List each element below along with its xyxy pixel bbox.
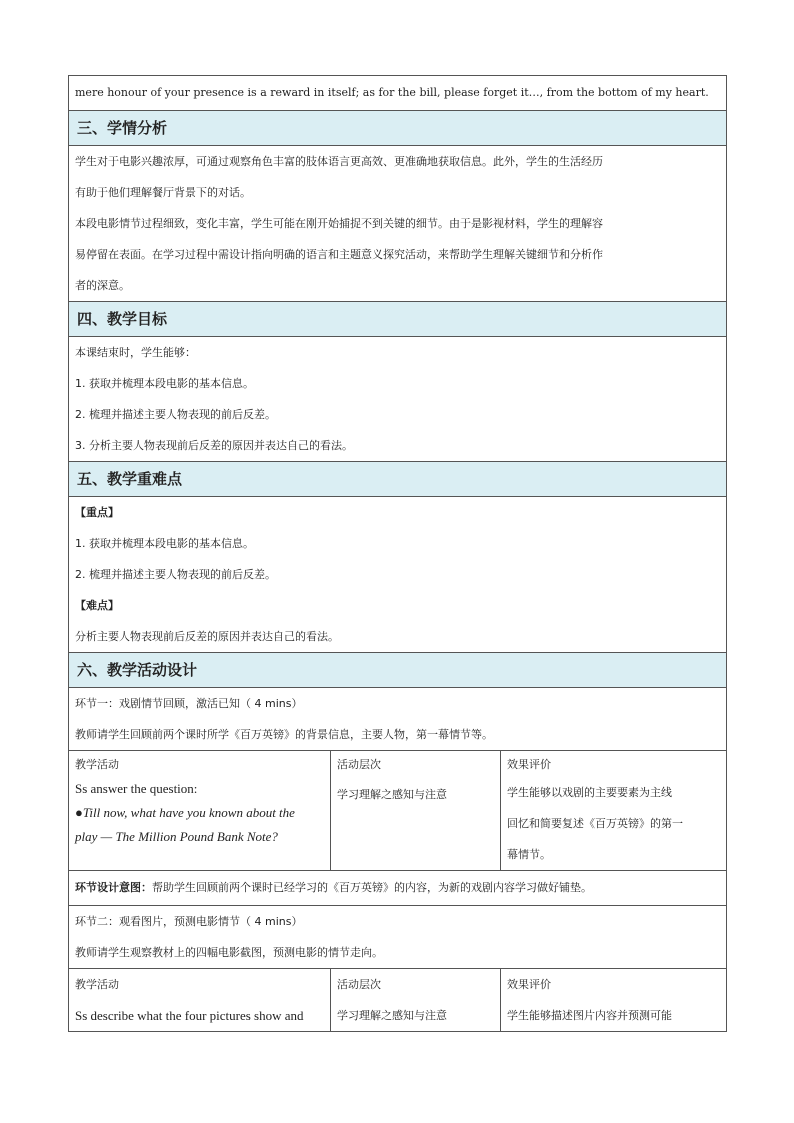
col-header-level: 活动层次: [337, 978, 381, 991]
section3-line: 有助于他们理解餐厅背景下的对话。: [75, 186, 251, 199]
level-value: 学习理解之感知与注意: [337, 788, 447, 801]
intent-text: 帮助学生回顾前两个课时已经学习的《百万英镑》的内容，为新的戏剧内容学习做好铺垫。: [152, 881, 592, 894]
step2-level-cell: [331, 969, 501, 1032]
section6-title: 六、教学活动设计: [69, 653, 727, 688]
section4-line: 2. 梳理并描述主要人物表现的前后反差。: [75, 408, 276, 421]
activity-text: Ss describe what the four pictures show and: [75, 1008, 304, 1023]
step2-eval-cell: [501, 969, 727, 1032]
section4-body: [69, 337, 727, 462]
level-value: 学习理解之感知与注意: [337, 1009, 447, 1022]
section3-line: 学生对于电影兴趣浓厚，可通过观察角色丰富的肢体语言更高效、更准确地获取信息。此外，学生的生活经历: [75, 155, 603, 168]
section4-line: 1. 获取并梳理本段电影的基本信息。: [75, 377, 254, 390]
col-header-activity: 教学活动: [75, 758, 119, 771]
eval-line: 回忆和简要复述《百万英镑》的第一: [507, 817, 683, 830]
section-header-4: [69, 302, 727, 337]
document-page: [68, 75, 726, 1032]
step1-activity-row: [69, 751, 727, 871]
section4-title: 四、教学目标: [69, 302, 727, 337]
activity-text: Ss answer the question:: [75, 781, 198, 796]
activity-question: ●Till now, what have you known about the: [75, 805, 295, 820]
step1-level-cell: [331, 751, 501, 871]
section5-line: 2. 梳理并描述主要人物表现的前后反差。: [75, 568, 276, 581]
section3-line: 易停留在表面。在学习过程中需设计指向明确的语言和主题意义探究活动，来帮助学生理解关键细节和分析作: [75, 248, 603, 261]
step2-heading: 环节二：观看图片，预测电影情节（ 4 mins）: [75, 915, 303, 928]
section3-body: [69, 146, 727, 302]
section3-title: 三、学情分析: [69, 111, 727, 146]
step1-eval-cell: [501, 751, 727, 871]
col-header-activity: 教学活动: [75, 978, 119, 991]
step1-header-row: [69, 688, 727, 751]
section5-line: 1. 获取并梳理本段电影的基本信息。: [75, 537, 254, 550]
section4-line: 3. 分析主要人物表现前后反差的原因并表达自己的看法。: [75, 439, 353, 452]
eval-line: 学生能够描述图片内容并预测可能: [507, 1009, 672, 1022]
step2-desc: 教师请学生观察教材上的四幅电影截图，预测电影的情节走向。: [75, 946, 383, 959]
step1-intent-row: [69, 871, 727, 906]
step2-activity-row: [69, 969, 727, 1032]
step2-activity-cell: [69, 969, 331, 1032]
intro-row: [69, 76, 727, 111]
step1-desc: 教师请学生回顾前两个课时所学《百万英镑》的背景信息，主要人物，第一幕情节等。: [75, 728, 493, 741]
lesson-plan-table: [68, 75, 727, 1032]
section5-line: 【难点】: [75, 599, 119, 612]
activity-question: play — The Million Pound Bank Note?: [75, 829, 278, 844]
intent-label: 环节设计意图：: [75, 881, 152, 894]
section-header-5: [69, 462, 727, 497]
col-header-level: 活动层次: [337, 758, 381, 771]
intro-line: mere honour of your presence is a reward in itself; as for the bill, please forget it…, from the bottom of my heart.: [69, 76, 727, 111]
step1-heading: 环节一：戏剧情节回顾，激活已知（ 4 mins）: [75, 697, 303, 710]
col-header-eval: 效果评价: [507, 758, 551, 771]
eval-line: 学生能够以戏剧的主要要素为主线: [507, 786, 672, 799]
section5-body: [69, 497, 727, 653]
section5-title: 五、教学重难点: [69, 462, 727, 497]
section5-line: 【重点】: [75, 506, 119, 519]
section3-line: 者的深意。: [75, 279, 130, 292]
step1-activity-cell: [69, 751, 331, 871]
section4-line: 本课结束时，学生能够：: [75, 346, 196, 359]
col-header-eval: 效果评价: [507, 978, 551, 991]
section5-line: 分析主要人物表现前后反差的原因并表达自己的看法。: [75, 630, 339, 643]
section-header-3: [69, 111, 727, 146]
step2-header-row: [69, 906, 727, 969]
eval-line: 幕情节。: [507, 848, 551, 861]
section-header-6: [69, 653, 727, 688]
section3-line: 本段电影情节过程细致，变化丰富，学生可能在刚开始捕捉不到关键的细节。由于是影视材料，学生的理解容: [75, 217, 603, 230]
